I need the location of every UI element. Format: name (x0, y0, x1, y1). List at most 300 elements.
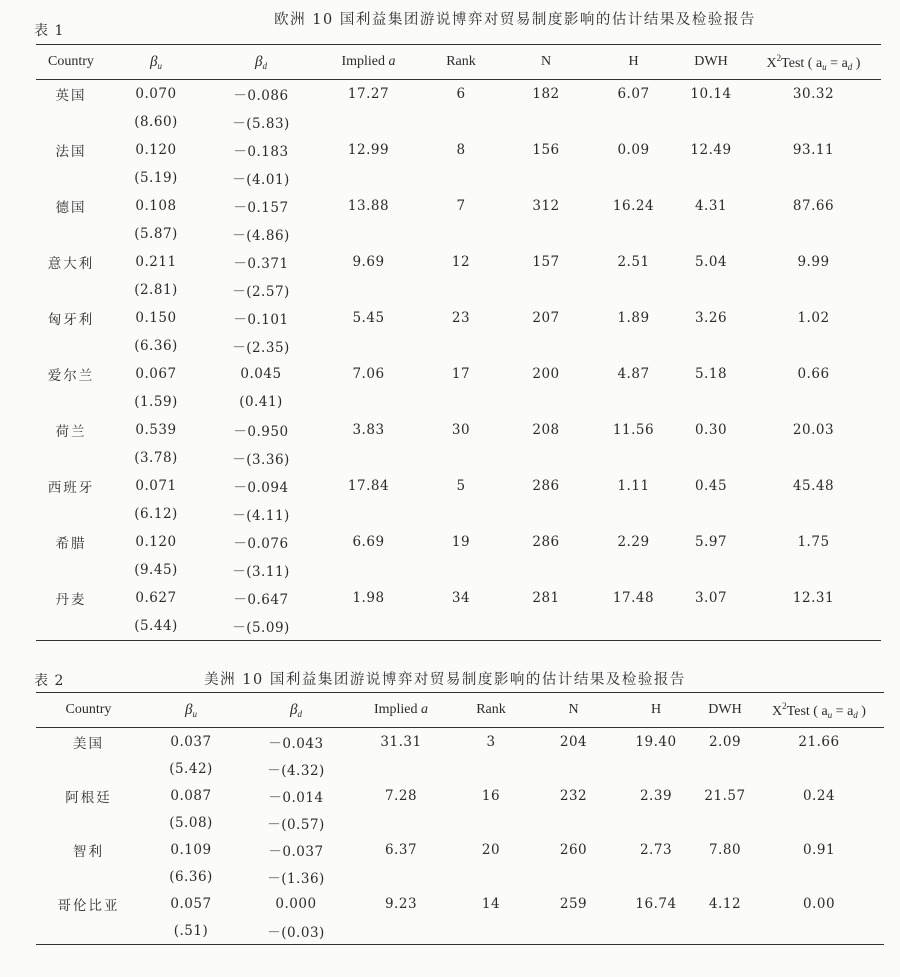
beta-u-cell: 0.150 (135, 310, 177, 326)
empty-cell (676, 164, 746, 192)
beta-d-cell: －0.014 (268, 789, 324, 806)
beta-subscript: u (192, 708, 197, 719)
x2-test-cell: 20.03 (792, 422, 835, 438)
empty-cell (36, 164, 106, 192)
beta-d-se-cell: －(4.86) (232, 228, 290, 244)
dwh-cell: 4.12 (708, 895, 742, 912)
empty-cell (591, 444, 676, 472)
implied-a-cell: 7.06 (352, 366, 385, 382)
beta-d-cell: －0.094 (233, 480, 289, 496)
h-cell: 16.74 (635, 895, 677, 912)
n-cell: 286 (532, 534, 560, 550)
dwh-cell: 5.18 (694, 366, 728, 382)
empty-cell (501, 164, 591, 192)
empty-cell (451, 917, 531, 945)
implied-var: a (388, 54, 396, 69)
beta-u-cell: 0.070 (135, 86, 177, 102)
table-row-se (36, 500, 881, 528)
h-cell: 16.24 (612, 198, 655, 214)
x2-end-text: ) (857, 703, 866, 719)
beta-u-cell: 0.037 (170, 733, 212, 750)
n-cell: 157 (532, 254, 560, 270)
beta-d-se-cell: －(2.57) (232, 284, 290, 300)
country-cell: 荷兰 (55, 424, 87, 440)
empty-cell (316, 612, 421, 641)
table-row-se (36, 863, 884, 890)
x2-test-cell: 0.66 (797, 366, 830, 382)
empty-cell (316, 444, 421, 472)
table-row (36, 80, 881, 109)
col-header-beta-d (206, 45, 316, 80)
n-cell: 232 (559, 787, 588, 804)
empty-cell (531, 809, 616, 836)
rank-cell: 34 (451, 590, 471, 606)
beta-d-se-cell: －(3.36) (232, 452, 290, 468)
n-text: N (568, 702, 579, 717)
beta-u-cell: 0.109 (170, 841, 212, 858)
implied-a-cell: 6.37 (384, 841, 418, 858)
table-row (36, 584, 881, 612)
beta-d-cell: 0.045 (240, 366, 282, 382)
table-row-se (36, 276, 881, 304)
empty-cell (316, 276, 421, 304)
implied-text: Implied (341, 54, 386, 69)
beta-d-cell: －0.076 (233, 536, 289, 552)
table-row (36, 360, 881, 388)
x2-sub-u: u (827, 709, 833, 720)
table-row-se (36, 332, 881, 360)
country-cell: 意大利 (47, 256, 95, 272)
beta-u-se-cell: (6.36) (134, 338, 178, 354)
beta-u-cell: 0.627 (135, 590, 177, 606)
empty-cell (36, 388, 106, 416)
empty-cell (754, 917, 884, 945)
beta-d-se-cell: －(1.36) (267, 870, 325, 887)
table-row-se (36, 809, 884, 836)
beta-d-cell: －0.043 (268, 735, 324, 752)
implied-a-cell: 13.88 (347, 198, 390, 214)
empty-cell (501, 388, 591, 416)
rank-cell: 19 (451, 534, 471, 550)
empty-cell (616, 755, 696, 782)
empty-cell (616, 809, 696, 836)
h-cell: 1.11 (617, 478, 650, 494)
x2-test-text: Test ( a (786, 703, 828, 719)
x2-test-cell: 12.31 (792, 590, 835, 606)
empty-cell (746, 332, 881, 360)
table-row (36, 248, 881, 276)
col-header-country (36, 693, 141, 728)
x2-test-cell: 30.32 (792, 86, 835, 102)
h-cell: 2.73 (639, 841, 673, 858)
beta-u-se-cell: (6.12) (134, 506, 178, 522)
rank-cell: 12 (451, 254, 471, 270)
table-row (36, 890, 884, 917)
implied-a-cell: 6.69 (352, 534, 385, 550)
empty-cell (451, 863, 531, 890)
implied-a-cell: 31.31 (380, 733, 422, 750)
h-cell: 19.40 (635, 733, 677, 750)
beta-u-se-cell: (5.87) (134, 226, 178, 242)
col-header-x2-test (754, 693, 884, 728)
table-row-se (36, 612, 881, 641)
beta-symbol: β (255, 53, 263, 70)
rank-cell: 7 (456, 198, 466, 214)
empty-cell (754, 809, 884, 836)
dwh-cell: 0.45 (694, 478, 728, 494)
rank-cell: 17 (451, 366, 471, 382)
table-row (36, 136, 881, 164)
h-cell: 2.39 (639, 787, 673, 804)
empty-cell (36, 863, 141, 890)
h-text: H (628, 54, 639, 69)
beta-d-cell: －0.647 (233, 592, 289, 608)
empty-cell (36, 444, 106, 472)
rank-cell: 20 (481, 841, 501, 858)
n-cell: 260 (559, 841, 588, 858)
table-row (36, 728, 884, 756)
beta-d-se-cell: －(3.11) (232, 564, 290, 580)
empty-cell (696, 809, 754, 836)
empty-cell (316, 388, 421, 416)
x2-test-cell: 0.91 (802, 841, 836, 858)
x2-test-cell: 87.66 (792, 198, 835, 214)
col-header-rank (451, 693, 531, 728)
implied-a-cell: 7.28 (384, 787, 418, 804)
dwh-cell: 2.09 (708, 733, 742, 750)
empty-cell (616, 863, 696, 890)
rank-cell: 30 (451, 422, 471, 438)
col-header-rank (421, 45, 501, 80)
country-cell: 丹麦 (55, 592, 87, 608)
empty-cell (421, 276, 501, 304)
empty-cell (676, 612, 746, 641)
empty-cell (531, 917, 616, 945)
header-row (36, 45, 881, 80)
table-row-se (36, 444, 881, 472)
table-row (36, 304, 881, 332)
empty-cell (676, 388, 746, 416)
implied-a-cell: 9.69 (352, 254, 385, 270)
n-cell: 281 (532, 590, 560, 606)
beta-d-cell: －0.101 (233, 312, 289, 328)
beta-d-cell: －0.086 (233, 88, 289, 104)
empty-cell (696, 755, 754, 782)
dwh-cell: 10.14 (690, 86, 732, 102)
dwh-cell: 5.97 (694, 534, 728, 550)
x2-sub-u: u (822, 61, 827, 72)
rank-text: Rank (446, 54, 476, 69)
empty-cell (676, 108, 746, 136)
implied-text: Implied (373, 702, 418, 717)
empty-cell (676, 276, 746, 304)
empty-cell (591, 388, 676, 416)
empty-cell (591, 612, 676, 641)
table-2-body (36, 728, 884, 945)
empty-cell (591, 164, 676, 192)
col-header-h (616, 693, 696, 728)
x2-test-cell: 0.00 (802, 895, 836, 912)
empty-cell (351, 863, 451, 890)
beta-subscript: u (157, 60, 162, 71)
implied-a-cell: 1.98 (352, 590, 385, 606)
empty-cell (616, 917, 696, 945)
empty-cell (501, 108, 591, 136)
beta-d-se-cell: －(0.57) (267, 816, 325, 833)
dwh-text: DWH (708, 702, 742, 717)
x2-test-cell: 93.11 (792, 142, 835, 158)
x2-end-text: ) (852, 55, 861, 71)
n-cell: 208 (532, 422, 560, 438)
table-1 (36, 44, 881, 641)
h-cell: 2.51 (617, 254, 650, 270)
empty-cell (591, 108, 676, 136)
col-header-x2-test (746, 45, 881, 80)
empty-cell (36, 108, 106, 136)
table-row (36, 836, 884, 863)
country-cell: 德国 (55, 200, 87, 216)
empty-cell (316, 164, 421, 192)
beta-d-cell: 0.000 (275, 895, 317, 912)
rank-cell: 8 (456, 142, 466, 158)
beta-u-se-cell: (3.78) (134, 450, 178, 466)
country-cell: 美国 (73, 735, 104, 752)
table-row-se (36, 917, 884, 945)
beta-d-cell: －0.157 (233, 200, 289, 216)
h-cell: 0.09 (617, 142, 650, 158)
n-cell: 286 (532, 478, 560, 494)
header-row (36, 693, 884, 728)
empty-cell (36, 755, 141, 782)
empty-cell (316, 556, 421, 584)
x2-superscript: 2 (776, 52, 782, 63)
implied-a-cell: 3.83 (352, 422, 385, 438)
beta-u-cell: 0.539 (135, 422, 177, 438)
implied-a-cell: 5.45 (352, 310, 385, 326)
beta-symbol: β (290, 701, 298, 718)
empty-cell (36, 276, 106, 304)
table-row-se (36, 755, 884, 782)
beta-u-cell: 0.071 (135, 478, 177, 494)
empty-cell (36, 332, 106, 360)
beta-symbol: β (150, 53, 158, 70)
x2-eq-text: = a (826, 55, 848, 71)
table-row (36, 782, 884, 809)
empty-cell (696, 863, 754, 890)
col-header-beta-d (241, 693, 351, 728)
header-country-text: Country (48, 54, 94, 69)
table-row (36, 528, 881, 556)
empty-cell (746, 444, 881, 472)
n-cell: 156 (532, 142, 560, 158)
table-2-header (36, 693, 884, 728)
beta-u-cell: 0.108 (135, 198, 177, 214)
table-row (36, 416, 881, 444)
beta-u-se-cell: (5.08) (169, 814, 213, 831)
table-row-se (36, 220, 881, 248)
empty-cell (316, 108, 421, 136)
beta-u-cell: 0.067 (135, 366, 177, 382)
x2-sub-d: d (853, 709, 858, 720)
empty-cell (746, 220, 881, 248)
empty-cell (531, 755, 616, 782)
dwh-cell: 7.80 (708, 841, 742, 858)
beta-u-se-cell: (9.45) (134, 562, 178, 578)
beta-u-cell: 0.120 (135, 142, 177, 158)
n-cell: 200 (532, 366, 560, 382)
beta-u-se-cell: (1.59) (134, 394, 178, 410)
dwh-cell: 21.57 (704, 787, 746, 804)
col-header-implied (351, 693, 451, 728)
n-cell: 312 (532, 198, 560, 214)
empty-cell (591, 332, 676, 360)
empty-cell (754, 863, 884, 890)
empty-cell (451, 755, 531, 782)
rank-cell: 16 (481, 787, 501, 804)
empty-cell (501, 220, 591, 248)
beta-u-cell: 0.057 (170, 895, 212, 912)
empty-cell (746, 556, 881, 584)
empty-cell (36, 500, 106, 528)
empty-cell (676, 444, 746, 472)
empty-cell (316, 332, 421, 360)
empty-cell (351, 917, 451, 945)
beta-u-se-cell: (8.60) (134, 114, 178, 130)
n-cell: 207 (532, 310, 560, 326)
empty-cell (316, 220, 421, 248)
empty-cell (36, 612, 106, 641)
x2-test-cell: 0.24 (802, 787, 836, 804)
x2-letter: X (766, 55, 777, 71)
table-2 (36, 692, 884, 945)
x2-test-cell: 21.66 (798, 733, 840, 750)
empty-cell (421, 108, 501, 136)
empty-cell (696, 917, 754, 945)
beta-d-cell: －0.037 (268, 843, 324, 860)
empty-cell (421, 444, 501, 472)
empty-cell (676, 556, 746, 584)
n-cell: 259 (559, 895, 588, 912)
dwh-cell: 3.07 (694, 590, 728, 606)
empty-cell (351, 755, 451, 782)
rank-cell: 5 (456, 478, 466, 494)
table-1-header (36, 45, 881, 80)
beta-d-cell: －0.950 (233, 424, 289, 440)
col-header-dwh (696, 693, 754, 728)
beta-u-se-cell: (6.36) (169, 868, 213, 885)
x2-letter: X (772, 703, 783, 719)
beta-d-se-cell: －(5.09) (232, 620, 290, 636)
empty-cell (501, 500, 591, 528)
empty-cell (421, 556, 501, 584)
n-text: N (540, 54, 552, 69)
implied-var: a (421, 702, 429, 717)
table-row-se (36, 108, 881, 136)
country-cell: 爱尔兰 (47, 368, 95, 384)
empty-cell (36, 556, 106, 584)
beta-u-cell: 0.087 (170, 787, 212, 804)
beta-d-se-cell: －(4.11) (232, 508, 290, 524)
rank-cell: 3 (486, 733, 496, 750)
beta-d-cell: －0.183 (233, 144, 289, 160)
beta-u-se-cell: (5.42) (169, 760, 213, 777)
table-1-body (36, 80, 881, 641)
x2-test-cell: 9.99 (797, 254, 830, 270)
h-cell: 11.56 (612, 422, 655, 438)
rank-text: Rank (476, 702, 506, 717)
n-cell: 182 (532, 86, 560, 102)
empty-cell (36, 220, 106, 248)
x2-test-cell: 1.02 (797, 310, 830, 326)
beta-u-se-cell: (2.81) (134, 282, 178, 298)
empty-cell (746, 276, 881, 304)
empty-cell (591, 276, 676, 304)
dwh-cell: 4.31 (694, 198, 728, 214)
empty-cell (36, 917, 141, 945)
dwh-cell: 12.49 (690, 142, 732, 158)
empty-cell (746, 612, 881, 641)
dwh-cell: 3.26 (694, 310, 728, 326)
country-cell: 西班牙 (47, 480, 95, 496)
table-row (36, 192, 881, 220)
beta-u-se-cell: (5.19) (134, 170, 178, 186)
table-1-title: 欧洲 10 国利益集团游说博弈对贸易制度影响的估计结果及检验报告 (274, 12, 756, 28)
beta-symbol: β (185, 701, 193, 718)
country-cell: 智利 (73, 843, 104, 860)
empty-cell (676, 500, 746, 528)
rank-cell: 6 (456, 86, 466, 102)
h-cell: 17.48 (612, 590, 655, 606)
dwh-text: DWH (694, 54, 728, 69)
h-cell: 6.07 (617, 86, 650, 102)
col-header-implied (316, 45, 421, 80)
empty-cell (351, 809, 451, 836)
col-header-beta-u (106, 45, 206, 80)
x2-superscript: 2 (782, 700, 787, 711)
x2-test-cell: 45.48 (792, 478, 835, 494)
beta-u-cell: 0.211 (135, 254, 177, 270)
beta-u-se-cell: (5.44) (134, 618, 178, 634)
beta-d-cell: －0.371 (233, 256, 289, 272)
empty-cell (421, 612, 501, 641)
country-cell: 阿根廷 (65, 789, 112, 806)
beta-d-se-cell: －(4.01) (232, 172, 290, 188)
h-cell: 4.87 (617, 366, 650, 382)
col-header-n (501, 45, 591, 80)
empty-cell (746, 164, 881, 192)
implied-a-cell: 9.23 (384, 895, 418, 912)
col-header-beta-u (141, 693, 241, 728)
implied-a-cell: 17.27 (347, 86, 390, 102)
empty-cell (591, 220, 676, 248)
col-header-n (531, 693, 616, 728)
col-header-dwh (676, 45, 746, 80)
country-cell: 哥伦比亚 (57, 897, 120, 914)
implied-a-cell: 12.99 (347, 142, 390, 158)
country-cell: 英国 (55, 88, 87, 104)
table-1-label: 表 1 (34, 23, 65, 39)
beta-subscript: d (262, 60, 267, 71)
empty-cell (421, 164, 501, 192)
dwh-cell: 5.04 (694, 254, 728, 270)
n-cell: 204 (559, 733, 588, 750)
table-row-se (36, 388, 881, 416)
empty-cell (36, 809, 141, 836)
x2-sub-d: d (847, 61, 853, 72)
h-text: H (650, 702, 662, 717)
empty-cell (746, 500, 881, 528)
table-row-se (36, 164, 881, 192)
